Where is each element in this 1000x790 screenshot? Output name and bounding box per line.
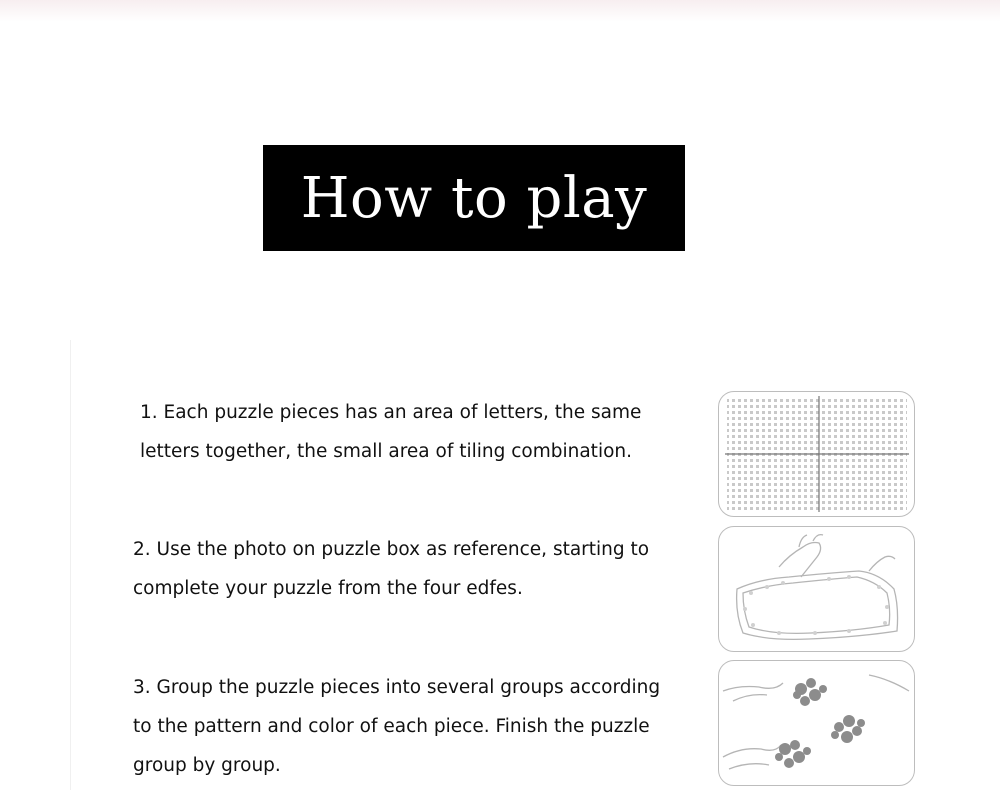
- grouped-pieces-illustration-icon: [719, 661, 914, 785]
- step-3-illustration: [718, 660, 915, 786]
- step-3-line-2: to the pattern and color of each piece. Finish the puzzle: [133, 716, 650, 737]
- border-frame-illustration-icon: [719, 527, 914, 651]
- top-band: [0, 0, 1000, 22]
- page-title: How to play: [300, 165, 648, 231]
- step-1-text: [140, 393, 700, 471]
- letter-grid-illustration-icon: [719, 392, 914, 516]
- step-2-text: [133, 530, 718, 608]
- step-2-line-1: 2. Use the photo on puzzle box as reference, starting to: [133, 539, 650, 560]
- step-2-line-2: complete your puzzle from the four edfes.: [133, 578, 523, 599]
- step-3-text: [133, 668, 718, 785]
- title-banner: [263, 145, 685, 251]
- divider: [70, 340, 71, 790]
- step-1-line-1: 1. Each puzzle pieces has an area of letters, the same: [140, 402, 642, 423]
- step-2-illustration: [718, 526, 915, 652]
- step-1-illustration: [718, 391, 915, 517]
- step-3-line-3: group by group.: [133, 755, 281, 776]
- step-3-line-1: 3. Group the puzzle pieces into several groups according: [133, 677, 661, 698]
- step-1-line-2: letters together, the small area of tiling combination.: [140, 441, 633, 462]
